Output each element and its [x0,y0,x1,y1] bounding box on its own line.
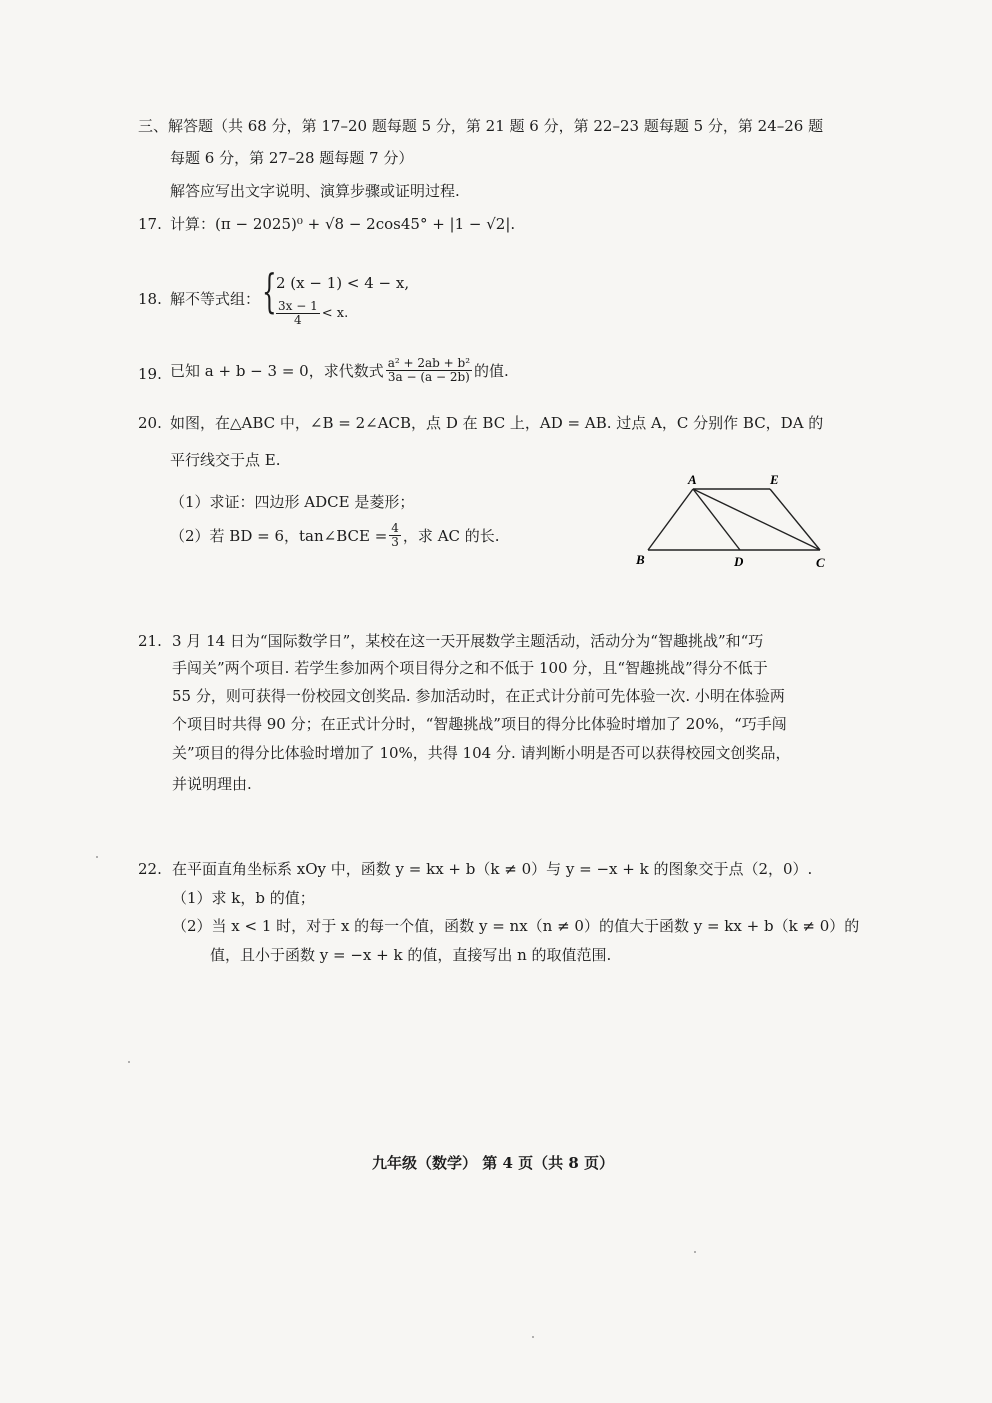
q22-line1: 在平面直角坐标系 xOy 中，函数 y = kx + b（k ≠ 0）与 y = −x + k 的图象交于点（2，0）. [172,860,813,878]
label-a: A [688,472,697,487]
q19-text [170,357,509,383]
q20-number: 20. [138,414,162,432]
q21-line6: 并说明理由. [172,775,252,793]
q22-part1: （1）求 k，b 的值； [172,889,315,907]
q21-line4: 个项目时共得 90 分；在正式计分时，“智趣挑战”项目的得分比体验时增加了 20%，“巧手闯 [172,715,787,733]
section-title-line1: 三、解答题（共 68 分，第 17–20 题每题 5 分，第 21 题 6 分，第 22–23 题每题 5 分，第 24–26 题 [138,117,824,135]
q20-line2: 平行线交于点 E. [170,451,281,469]
q22-number: 22. [138,860,162,878]
q19-frac-top: a² + 2ab + b² [387,356,471,370]
q20-frac-top: 4 [391,521,399,535]
q19-number: 19. [138,365,162,383]
label-e: E [770,472,779,487]
q20-part2-suffix: ，求 AC 的长. [402,526,500,545]
label-d: D [734,554,744,569]
q18-prefix: 解不等式组： [170,290,261,308]
label-c: C [816,555,825,570]
q18-frac-top: 3x − 1 [278,299,318,313]
q22-part2-line2: 值，且小于函数 y = −x + k 的值，直接写出 n 的取值范围. [210,946,612,964]
segment-ec [770,489,820,550]
q21-line1: 3 月 14 日为“国际数学日”，某校在这一天开展数学主题活动，活动分为“智趣挑战”和“巧 [172,632,764,650]
q21-line3: 55 分，则可获得一份校园文创奖品. 参加活动时，在正式计分前可先体验一次. 小明在体验两 [172,687,785,705]
figure-lines [648,489,820,550]
q17-number: 17. [138,215,162,233]
q19-fraction [386,357,472,383]
q21-line2: 手闯关”两个项目. 若学生参加两个项目得分之和不低于 100 分，且“智趣挑战”得分不低于 [172,659,768,677]
scan-speck [96,856,98,858]
segment-ad [693,489,740,550]
q21-number: 21. [138,632,162,650]
q18-line2 [274,300,348,326]
segment-ab [648,489,693,550]
q21-line5: 关”项目的得分比体验时增加了 10%，共得 104 分. 请判断小明是否可以获得校园文创奖品， [172,744,791,762]
q18-frac-bottom: 4 [294,312,302,327]
scan-speck [694,1251,696,1253]
q18-fraction [276,300,320,326]
section-instruction: 解答应写出文字说明、演算步骤或证明过程. [170,182,460,200]
q19-frac-bottom: 3a − (a − 2b) [387,369,470,384]
label-b: B [636,552,645,567]
q19-suffix: 的值. [474,361,509,380]
q19-prefix: 已知 a + b − 3 = 0，求代数式 [170,361,384,380]
q17-text [170,217,515,232]
q20-line1: 如图，在△ABC 中，∠B = 2∠ACB，点 D 在 BC 上，AD = AB. 过点 A，C 分别作 BC，DA 的 [170,414,824,432]
q18-line1: 2 (x − 1) < 4 − x, [276,274,410,292]
q17-expression: (π − 2025)⁰ + √8 − 2cos45° + |1 − √2|. [215,215,516,233]
q20-part2 [170,522,500,548]
page-footer: 九年级（数学） 第 4 页（共 8 页） [372,1154,614,1172]
q20-figure [630,470,830,575]
q22-part2-line1: （2）当 x < 1 时，对于 x 的每一个值，函数 y = nx（n ≠ 0）的值大于函数 y = kx + b（k ≠ 0）的 [172,917,860,935]
q18-line2-tail: < x. [321,305,349,321]
q20-part1: （1）求证：四边形 ADCE 是菱形； [170,493,415,511]
section-title-line2: 每题 6 分，第 27–28 题每题 7 分） [170,149,414,167]
q20-part2-fraction [389,522,401,548]
segment-ac [693,489,820,550]
scan-speck [532,1336,534,1338]
scan-speck [128,1061,130,1063]
q18-brace: { [262,264,277,318]
q17-prefix: 计算： [170,215,216,233]
q20-frac-bottom: 3 [391,534,399,549]
q20-part2-prefix: （2）若 BD = 6，tan∠BCE = [170,526,388,545]
q18-number: 18. [138,290,162,308]
